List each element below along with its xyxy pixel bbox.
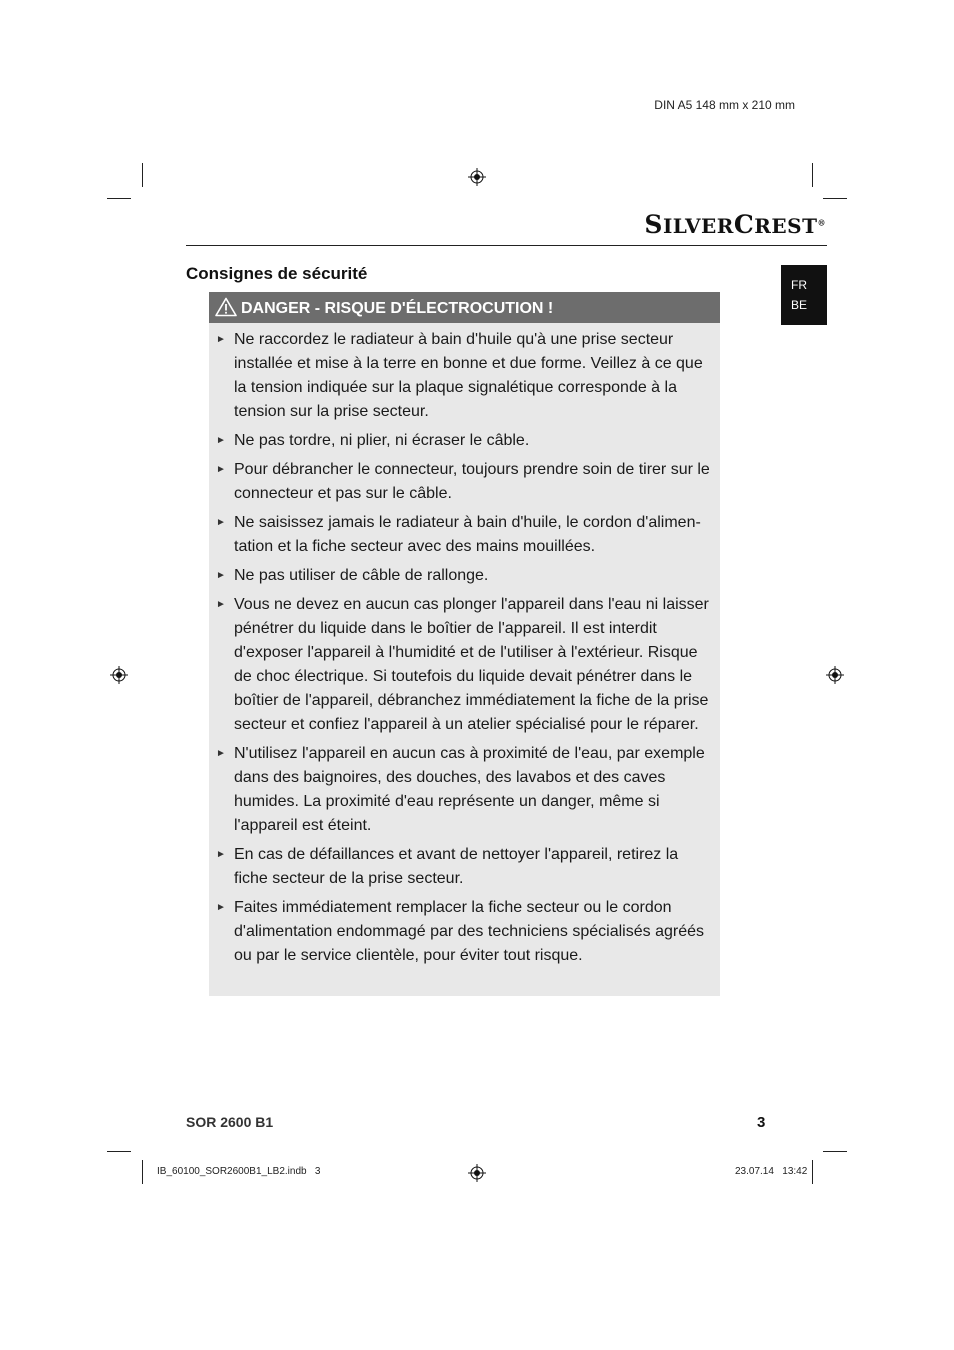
list-item: ► Ne saisissez jamais le radiateur à bain d'huile, le cordon d'alimen-tation et la fiche secteur avec des mains mouillées. <box>209 511 720 559</box>
registration-mark-icon <box>110 666 128 684</box>
arrow-right-icon: ► <box>216 902 226 913</box>
list-item: ► En cas de défaillances et avant de nettoyer l'appareil, retirez la fiche secteur de la prise secteur. <box>209 843 720 891</box>
registration-mark-icon <box>468 1164 486 1182</box>
header-divider <box>186 245 827 246</box>
list-item: ► N'utilisez l'appareil en aucun cas à proximité de l'eau, par exemple dans des baignoires, des douches, des lavabos et des caves humides. La proximité d'eau représente un danger, même si l'appareil est éteint. <box>209 742 720 838</box>
list-item: ► Ne pas utiliser de câble de rallonge. <box>209 564 720 588</box>
language-code: BE <box>791 298 808 312</box>
crop-mark <box>107 198 131 199</box>
print-format-label: DIN A5 148 mm x 210 mm <box>654 98 795 112</box>
danger-warning-box <box>209 292 720 996</box>
arrow-right-icon: ► <box>216 517 226 528</box>
arrow-right-icon: ► <box>216 570 226 581</box>
crop-mark <box>142 1160 143 1184</box>
brand-logo: SILVERCREST® <box>644 210 826 239</box>
language-code: FR <box>791 278 807 292</box>
warning-header <box>209 292 720 323</box>
crop-mark <box>812 1160 813 1184</box>
crop-mark <box>142 163 143 187</box>
list-item: ► Pour débrancher le connecteur, toujours prendre soin de tirer sur le connecteur et pas sur le câble. <box>209 458 720 506</box>
arrow-right-icon: ► <box>216 849 226 860</box>
list-item: ► Ne raccordez le radiateur à bain d'huile qu'à une prise secteur installée et mise à la terre en bonne et due forme. Veillez à ce que la tension indiquée sur la plaque signalétique corresponde à la tension sur la prise secteur. <box>209 328 720 424</box>
warning-triangle-icon <box>215 297 237 317</box>
arrow-right-icon: ► <box>216 435 226 446</box>
crop-mark <box>823 1151 847 1152</box>
crop-mark <box>823 198 847 199</box>
arrow-right-icon: ► <box>216 748 226 759</box>
print-slug-filename: IB_60100_SOR2600B1_LB2.indb 3 <box>157 1166 321 1177</box>
registration-mark-icon <box>826 666 844 684</box>
section-title: Consignes de sécurité <box>186 264 368 283</box>
safety-instructions-list <box>209 328 720 973</box>
crop-mark <box>812 163 813 187</box>
registration-mark-icon <box>468 168 486 186</box>
footer-model-number: SOR 2600 B1 <box>186 1114 274 1130</box>
list-item: ► Vous ne devez en aucun cas plonger l'appareil dans l'eau ni laisser pénétrer du liquide dans le boîtier de l'appareil. Il est interdit d'exposer l'appareil à l'humidité et de l'utiliser à l'extérieur. Risque de choc électrique. Si toutefois du liquide devait pénétrer dans le boîtier de l'appareil, débranchez immédiatement la fiche de la prise secteur et confiez l'appareil à un atelier spécialisé pour le réparer. <box>209 593 720 737</box>
list-item: ► Ne pas tordre, ni plier, ni écraser le câble. <box>209 429 720 453</box>
page-number: 3 <box>757 1114 766 1131</box>
list-item: ► Faites immédiatement remplacer la fiche secteur ou le cordon d'alimentation endommagé par des techniciens spécialisés agréés ou par le service clientèle, pour éviter tout risque. <box>209 896 720 968</box>
arrow-right-icon: ► <box>216 599 226 610</box>
arrow-right-icon: ► <box>216 334 226 345</box>
warning-title: DANGER - RISQUE D'ÉLECTROCUTION ! <box>241 300 554 317</box>
arrow-right-icon: ► <box>216 464 226 475</box>
print-slug-date: 23.07.14 13:42 <box>735 1166 808 1177</box>
crop-mark <box>107 1151 131 1152</box>
language-tab <box>781 265 827 325</box>
